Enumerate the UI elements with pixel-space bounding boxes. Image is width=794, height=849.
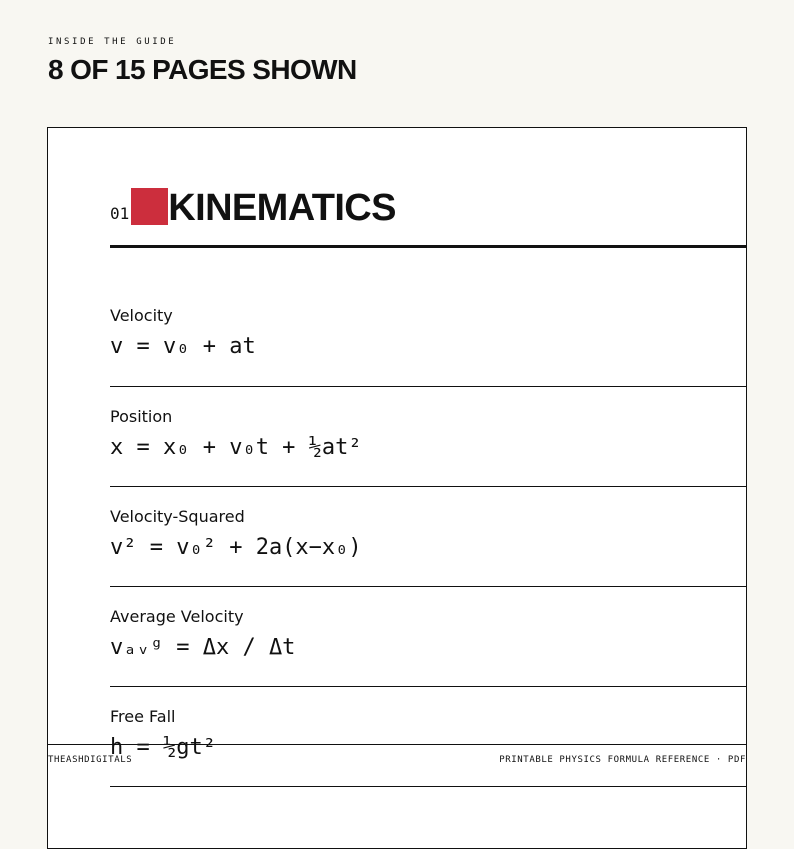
eyebrow-label: INSIDE THE GUIDE [48, 37, 177, 47]
formula-equation: v = v₀ + at [110, 334, 256, 359]
formula-item [110, 487, 746, 587]
section-accent-square [131, 188, 168, 225]
formula-item [110, 248, 746, 387]
formula-list [110, 248, 746, 787]
formula-equation: v² = v₀² + 2a(x−x₀) [110, 535, 362, 560]
formula-name: Velocity [110, 306, 173, 325]
footer-tagline: PRINTABLE PHYSICS FORMULA REFERENCE · PDF [499, 755, 746, 765]
formula-item [110, 587, 746, 687]
formula-item [110, 387, 746, 487]
formula-equation: h = ½gt² [110, 735, 216, 760]
formula-name: Average Velocity [110, 607, 244, 626]
guide-page-preview [47, 127, 747, 849]
page-title: 8 OF 15 PAGES SHOWN [48, 54, 357, 85]
formula-name: Position [110, 407, 173, 426]
section-header [110, 188, 396, 228]
formula-name: Velocity-Squared [110, 507, 245, 526]
section-number: 01 [110, 204, 130, 223]
footer-divider [47, 744, 746, 745]
formula-name: Free Fall [110, 707, 176, 726]
formula-item [110, 687, 746, 787]
section-title: KINEMATICS [168, 187, 396, 229]
formula-equation: x = x₀ + v₀t + ½at² [110, 435, 362, 460]
formula-equation: vₐᵥᵍ = Δx / Δt [110, 635, 296, 660]
footer-brand: THEASHDIGITALS [48, 755, 133, 765]
